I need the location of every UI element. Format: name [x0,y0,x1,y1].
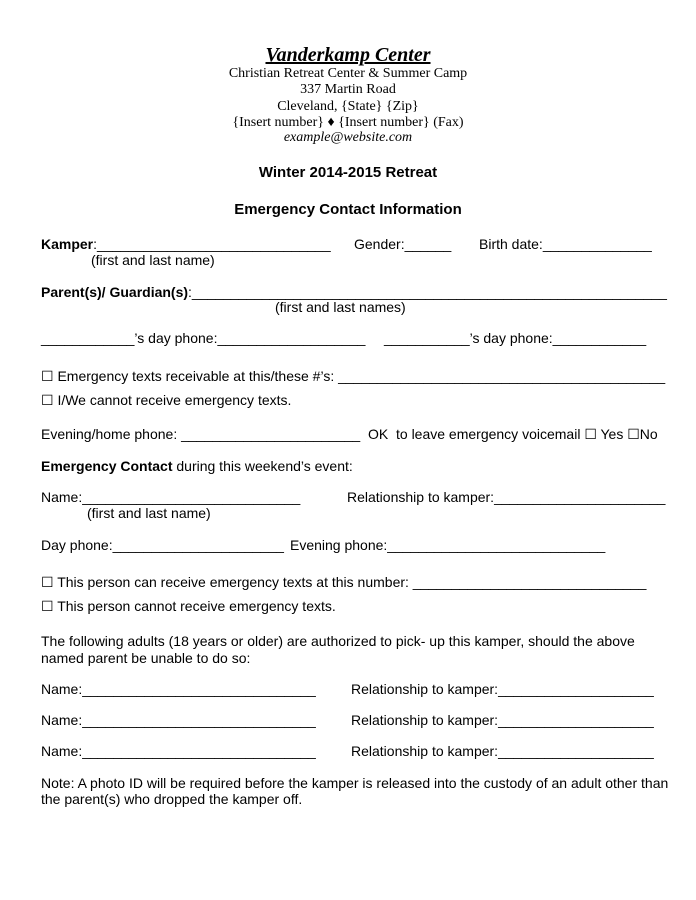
emergency-contact-heading [41,458,353,475]
emergency-heading-bold: Emergency Contact [41,458,173,474]
emergency-heading-rest: during this weekend’s event: [172,458,353,474]
org-subtitle: Christian Retreat Center & Summer Camp [228,66,468,81]
org-name: Vanderkamp Center [265,44,431,66]
emergency-can-text-checkbox[interactable]: ☐ This person can receive emergency texts at this number: ______________________________ [41,574,647,590]
org-address: 337 Martin Road [300,82,396,97]
authorized-relationship-field[interactable]: Relationship to kamper:____________________ [351,681,654,697]
form-title: Emergency Contact Information [234,201,462,218]
parents-label: Parent(s)/ Guardian(s) [41,284,189,300]
note-line-1: Note: A photo ID will be required before the kamper is released into the custody of an adult other than [41,775,669,791]
birth-date-field[interactable]: Birth date:______________ [479,236,652,252]
org-phone-line: {Insert number} ♦ {Insert number} (Fax) [232,115,464,130]
emergency-relationship-field[interactable]: Relationship to kamper:______________________ [347,489,666,505]
authorized-name-field[interactable]: Name:______________________________ [41,681,316,697]
authorized-relationship-field[interactable]: Relationship to kamper:____________________ [351,712,654,728]
texts-cannot-checkbox[interactable]: ☐ I/We cannot receive emergency texts. [41,392,292,408]
authorized-name-field[interactable]: Name:______________________________ [41,712,316,728]
note-line-2: the parent(s) who dropped the kamper off. [41,791,303,807]
authorized-relationship-field[interactable]: Relationship to kamper:____________________ [351,743,654,759]
voicemail-checkboxes[interactable]: OK to leave emergency voicemail ☐ Yes ☐No [368,426,658,442]
evening-phone-field[interactable]: Evening/home phone: _______________________ [41,426,361,442]
kamper-name-field[interactable] [41,236,331,253]
day-phone-field-1[interactable]: ____________’s day phone:___________________ [41,330,366,346]
gender-field[interactable]: Gender:______ [354,236,452,252]
kamper-label: Kamper [41,236,94,252]
authorized-name-field[interactable]: Name:______________________________ [41,743,316,759]
emergency-day-phone-field[interactable]: Day phone:______________________ [41,537,284,553]
emergency-name-hint: (first and last name) [87,505,211,521]
authorized-intro-line-2: named parent be unable to do so: [41,650,251,666]
texts-receivable-checkbox[interactable]: ☐ Emergency texts receivable at this/these #’s: __________________________________________ [41,368,666,384]
day-phone-field-2[interactable]: ___________’s day phone:____________ [384,330,647,346]
kamper-name-blank: :______________________________ [93,236,331,252]
emergency-name-field[interactable]: Name:____________________________ [41,489,301,505]
org-email: example@website.com [283,130,413,145]
kamper-name-hint: (first and last name) [91,252,215,268]
emergency-cannot-text-checkbox[interactable]: ☐ This person cannot receive emergency texts. [41,598,336,614]
emergency-evening-phone-field[interactable]: Evening phone:____________________________ [290,537,606,553]
retreat-title: Winter 2014-2015 Retreat [258,164,438,181]
authorized-intro-line-1: The following adults (18 years or older) are authorized to pick- up this kamper, should the above [41,633,635,649]
parents-hint: (first and last names) [275,299,406,315]
parents-blank: :_____________________________________________________________ [188,284,667,300]
org-city-line: Cleveland, {State} {Zip} [277,99,419,114]
